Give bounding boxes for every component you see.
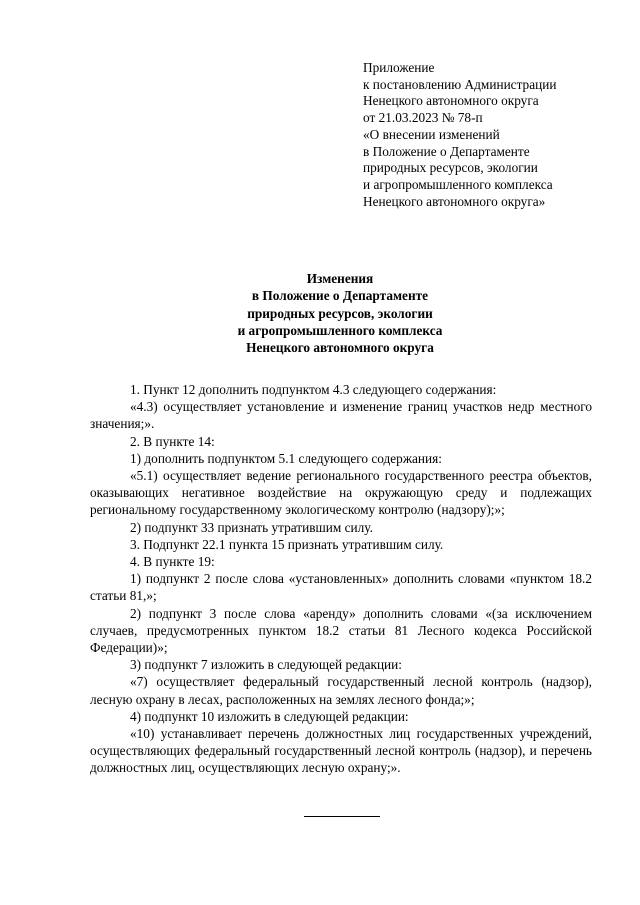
appendix-line: и агропромышленного комплекса: [363, 176, 553, 192]
appendix-line: в Положение о Департаменте: [363, 143, 530, 159]
body-paragraph: 2) подпункт 33 признать утратившим силу.: [130, 519, 373, 535]
document-body: [90, 381, 592, 777]
body-paragraph: «4.3) осуществляет установление и изменение границ участков недр местного значения;».: [90, 399, 592, 432]
body-paragraph: «7) осуществляет федеральный государственный лесной контроль (надзор), лесную охрану в лесах, расположенных на землях лесного фонда;»;: [90, 674, 592, 707]
appendix-line: «О внесении изменений: [363, 126, 500, 142]
appendix-header: [363, 60, 613, 210]
title-line: Изменения: [306, 271, 374, 286]
body-paragraph: 1) подпункт 2 после слова «установленных» дополнить словами «пунктом 18.2 статьи 81,»;: [90, 571, 592, 604]
appendix-line: Ненецкого автономного округа»: [363, 193, 546, 209]
appendix-line: к постановлению Администрации: [363, 76, 557, 92]
body-paragraph: 1. Пункт 12 дополнить подпунктом 4.3 следующего содержания:: [130, 382, 497, 397]
title-line: Ненецкого автономного округа: [246, 340, 434, 356]
body-paragraph: 3) подпункт 7 изложить в следующей редакции:: [130, 657, 402, 673]
body-paragraph: 4) подпункт 10 изложить в следующей редакции:: [130, 708, 409, 724]
body-paragraph: 3. Подпункт 22.1 пункта 15 признать утратившим силу.: [130, 536, 444, 552]
appendix-line: Ненецкого автономного округа: [363, 93, 539, 109]
appendix-line: от 21.03.2023 № 78-п: [363, 110, 483, 126]
document-title: [90, 270, 590, 356]
title-line: и агропромышленного комплекса: [237, 322, 443, 338]
appendix-line: природных ресурсов, экологии: [363, 160, 538, 176]
body-paragraph: 2. В пункте 14:: [130, 433, 215, 449]
title-line: природных ресурсов, экологии: [247, 305, 433, 321]
body-paragraph: 1) дополнить подпунктом 5.1 следующего содержания:: [130, 450, 442, 466]
appendix-line: Приложение: [363, 60, 435, 75]
body-paragraph: 2) подпункт 3 после слова «аренду» дополнить словами «(за исключением случаев, предусмотренных пунктом 18.2 статьи 81 Лесного кодекса Российской Федерации)»;: [90, 605, 592, 656]
body-paragraph: «10) устанавливает перечень должностных лиц государственных учреждений, осуществляющих федеральный государственный лесной контроль (надзор), и перечень должностных лиц, осуществляющих лесную охрану;».: [90, 726, 592, 776]
closing-separator-line: [304, 816, 380, 817]
body-paragraph: «5.1) осуществляет ведение регионального государственного реестра объектов, оказывающих негативное воздействие на окружающую среду и подлежащих региональному государственному экологическому контролю (надзору);»;: [90, 468, 592, 518]
body-paragraph: 4. В пункте 19:: [130, 554, 215, 570]
title-line: в Положение о Департаменте: [251, 288, 429, 304]
